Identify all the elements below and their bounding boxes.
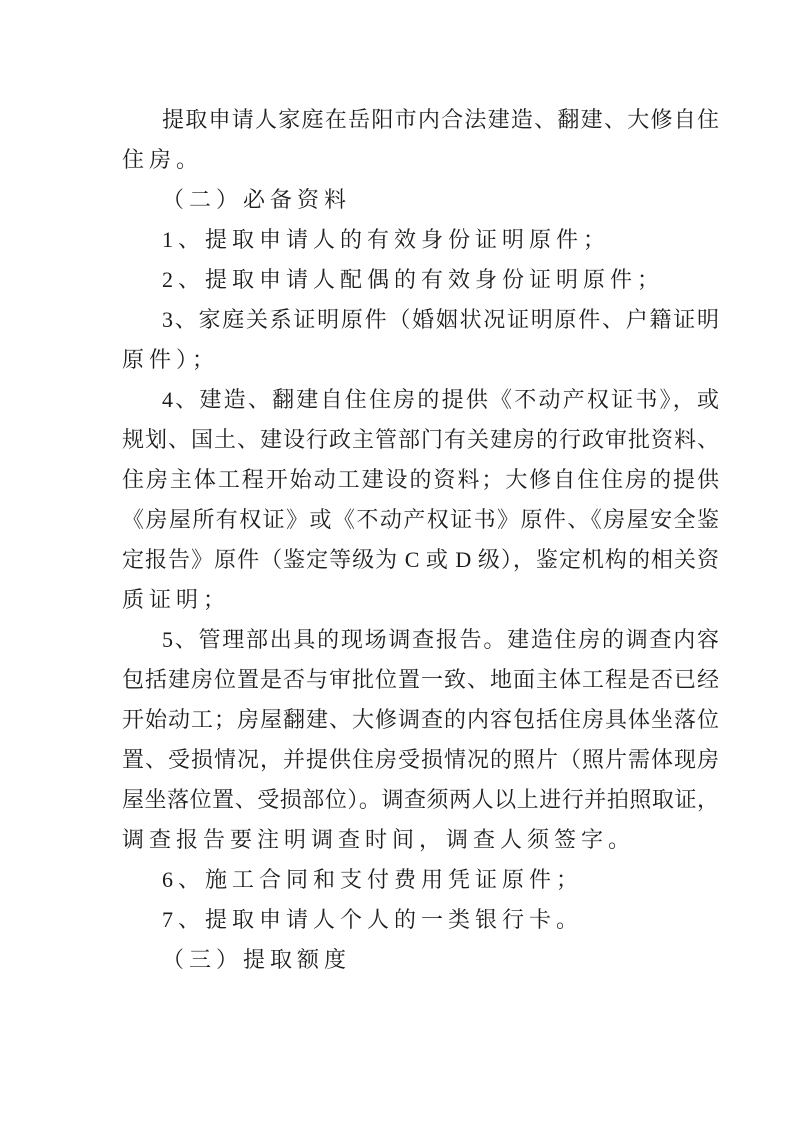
- list-item-line: 5、管理部出具的现场调查报告。建造住房的调查内容: [162, 627, 719, 652]
- section-heading-line: （二）必备资料: [162, 187, 352, 212]
- list-item-line: 1、提取申请人的有效身份证明原件；: [162, 227, 611, 252]
- list-item-line: 调查报告要注明调查时间，调查人须签字。: [122, 827, 636, 852]
- list-item-line: 3、家庭关系证明原件（婚姻状况证明原件、户籍证明: [162, 307, 719, 332]
- list-item-line: 规划、国土、建设行政主管部门有关建房的行政审批资料、: [122, 427, 719, 452]
- body-paragraph-line: 提取申请人家庭在岳阳市内合法建造、翻建、大修自住: [162, 107, 719, 132]
- list-item-line: 2、提取申请人配偶的有效身份证明原件；: [162, 267, 665, 292]
- list-item-line: 包括建房位置是否与审批位置一致、地面主体工程是否已经: [122, 667, 719, 692]
- list-item-line: 质证明；: [122, 587, 231, 612]
- list-item-line: 4、建造、翻建自住住房的提供《不动产权证书》，或: [162, 387, 719, 412]
- list-item-line: 7、提取申请人个人的一类银行卡。: [162, 907, 584, 932]
- list-item-line: 定报告》原件（鉴定等级为 C 或 D 级），鉴定机构的相关资: [122, 547, 719, 572]
- list-item-line: 《房屋所有权证》或《不动产权证书》原件、《房屋安全鉴: [122, 507, 719, 532]
- list-item-line: 6、施工合同和支付费用凭证原件；: [162, 867, 584, 892]
- body-paragraph-line: 住房。: [122, 147, 204, 172]
- list-item-line: 置、受损情况，并提供住房受损情况的照片（照片需体现房: [122, 747, 719, 772]
- section-heading-line: （三）提取额度: [162, 947, 352, 972]
- list-item-line: 屋坐落位置、受损部位）。调查须两人以上进行并拍照取证，: [122, 787, 719, 812]
- list-item-line: 原件）；: [122, 347, 220, 372]
- list-item-line: 开始动工；房屋翻建、大修调查的内容包括住房具体坐落位: [122, 707, 719, 732]
- list-item-line: 住房主体工程开始动工建设的资料；大修自住住房的提供: [122, 467, 719, 492]
- document-body: [122, 100, 719, 980]
